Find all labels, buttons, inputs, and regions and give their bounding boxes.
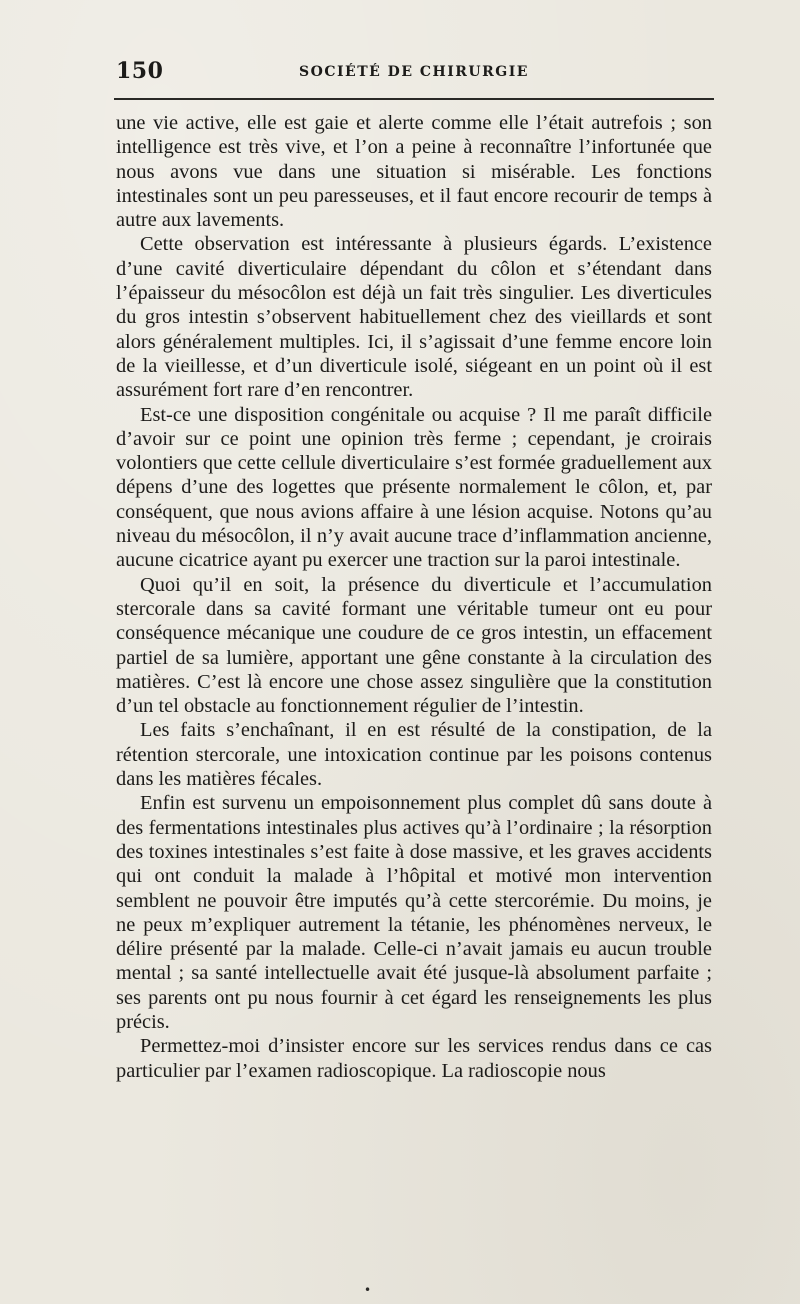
journal-title: SOCIÉTÉ DE CHIRURGIE <box>299 64 529 80</box>
paragraph: Est-ce une disposition congénitale ou acquise ? Il me paraît difficile d’avoir sur ce point une opinion très ferme ; cependant, je croirais volontiers que cette cellule diverticulaire s’est formée graduellement aux dépens d’une des logettes que présente normalement le côlon, et, par conséquent, que nous avions affaire à une lésion acquise. Notons qu’au niveau du mésocôlon, il n’y avait aucune trace d’inflammation ancienne, aucune cicatrice ayant pu exercer une traction sur la paroi intestinale. <box>116 403 712 572</box>
page-number: 150 <box>116 58 164 84</box>
paragraph-continuation: une vie active, elle est gaie et alerte comme elle l’était autrefois ; son intelligence est très vive, et l’on a peine à reconnaître l’infortunée que nous avons vue dans une situation si misérable. Les fonctions intestinales sont un peu paresseuses, et il faut encore recourir de temps à autre aux lavements. <box>116 112 712 232</box>
paragraph: Permettez-moi d’insister encore sur les services rendus dans ce cas particulier par l’examen radioscopique. La radioscopie nous <box>116 1035 712 1082</box>
header-rule <box>114 98 714 100</box>
running-head <box>116 58 712 88</box>
paragraph: Cette observation est intéressante à plusieurs égards. L’existence d’une cavité diverticulaire dépendant du côlon et s’étendant dans l’épaisseur du mésocôlon est déjà un fait très singulier. Les diverticules du gros intestin s’observent habituellement chez des vieillards et sont alors généralement multiples. Ici, il s’agissait d’une femme encore loin de la vieillesse, et d’un diverticule isolé, siégeant en un point où il est assurément fort rare d’en rencontrer. <box>116 233 712 402</box>
signature-mark: • <box>364 1283 372 1297</box>
body-text <box>116 111 712 1083</box>
paragraph: Quoi qu’il en soit, la présence du diverticule et l’accumulation stercorale dans sa cavité formant une véritable tumeur ont eu pour conséquence mécanique une coudure de ce gros intestin, un effacement partiel de sa lumière, apportant une gêne constante à la circulation des matières. C’est là encore une chose assez singulière que la constitution d’un tel obstacle au fonctionnement régulier de l’intestin. <box>116 573 712 718</box>
paragraph: Enfin est survenu un empoisonnement plus complet dû sans doute à des fermentations intestinales plus actives qu’à l’ordinaire ; la résorption des toxines intestinales s’est faite à dose massive, et les graves accidents qui ont conduit la malade à l’hôpital et motivé mon intervention semblent ne pouvoir être imputés qu’à cette stercorémie. Du moins, je ne peux m’expliquer autrement la tétanie, les phénomènes nerveux, le délire présenté par la malade. Celle-ci n’avait jamais eu aucun trouble mental ; sa santé intellectuelle avait été jusque-là absolument parfaite ; ses parents ont pu nous fournir à cet égard les renseignements les plus précis. <box>116 792 712 1033</box>
paragraph: Les faits s’enchaînant, il en est résulté de la constipation, de la rétention stercorale, une intoxication continue par les poisons contenus dans les matières fécales. <box>116 719 712 791</box>
